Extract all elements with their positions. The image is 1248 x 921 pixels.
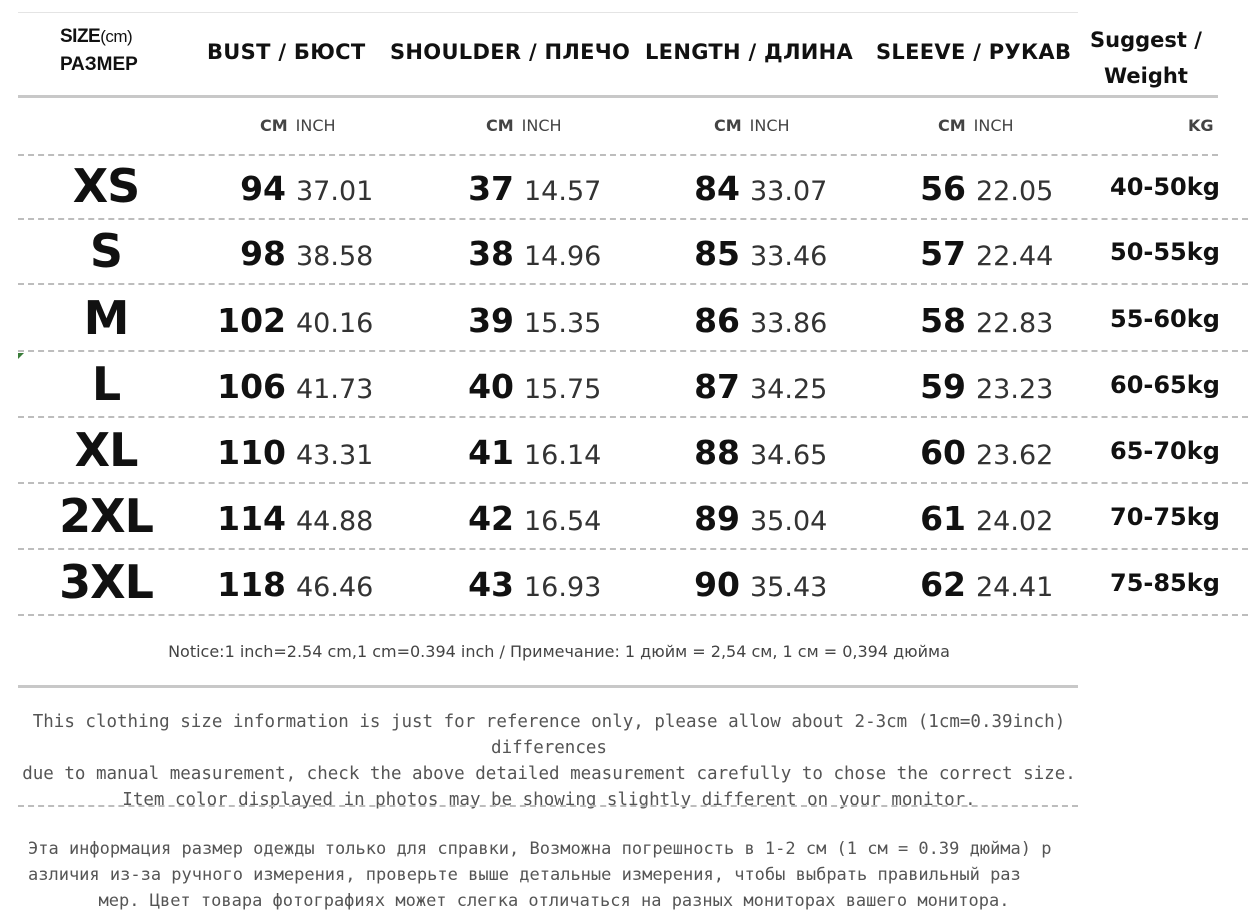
weight-column-header	[1090, 22, 1202, 94]
length-measurement	[650, 433, 827, 472]
length-measurement	[650, 234, 827, 273]
weight-value: 55-60kg	[1110, 305, 1220, 333]
size-label: M	[83, 291, 129, 345]
length-measurement	[650, 565, 827, 604]
sleeve-measurement	[876, 169, 1053, 208]
unit-inch: INCH	[295, 116, 336, 135]
shoulder-measurement	[424, 169, 601, 208]
sleeve-measurement	[876, 234, 1053, 273]
unit-inch: INCH	[749, 116, 790, 135]
sleeve-units	[938, 116, 1014, 135]
sleeve-cm-value: 60	[920, 433, 966, 472]
unit-cm: CM	[486, 116, 514, 135]
shoulder-inch-value: 16.93	[524, 572, 602, 603]
unit-inch: INCH	[973, 116, 1014, 135]
length-column-header: LENGTH / ДЛИНА	[645, 40, 854, 64]
weight-value: 60-65kg	[1110, 371, 1220, 399]
weight-value: 75-85kg	[1110, 569, 1220, 597]
sleeve-cm-value: 62	[920, 565, 966, 604]
sleeve-inch-value: 24.02	[976, 506, 1054, 537]
sleeve-inch-value: 22.05	[976, 176, 1054, 207]
shoulder-inch-value: 16.54	[524, 506, 602, 537]
size-label: 3XL	[59, 555, 153, 609]
sleeve-inch-value: 23.23	[976, 374, 1054, 405]
bust-cm-value: 110	[217, 433, 286, 472]
shoulder-measurement	[424, 499, 601, 538]
size-header-main: SIZE	[60, 26, 101, 47]
shoulder-measurement	[424, 301, 601, 340]
bust-measurement	[196, 301, 373, 340]
shoulder-inch-value: 15.75	[524, 374, 602, 405]
length-measurement	[650, 169, 827, 208]
shoulder-cm-value: 38	[468, 234, 514, 273]
bust-column-header: BUST / БЮСТ	[207, 40, 366, 64]
table-row	[0, 485, 1248, 551]
disclaimer-russian	[18, 836, 1080, 914]
sleeve-cm-value: 57	[920, 234, 966, 273]
sleeve-measurement	[876, 301, 1053, 340]
shoulder-inch-value: 14.57	[524, 176, 602, 207]
sleeve-cm-value: 59	[920, 367, 966, 406]
length-measurement	[650, 301, 827, 340]
sleeve-inch-value: 24.41	[976, 572, 1054, 603]
header-rule	[18, 95, 1218, 98]
table-header	[0, 0, 1248, 100]
sleeve-cm-value: 56	[920, 169, 966, 208]
shoulder-cm-value: 42	[468, 499, 514, 538]
length-inch-value: 33.07	[750, 176, 828, 207]
sleeve-measurement	[876, 565, 1053, 604]
bust-inch-value: 43.31	[296, 440, 374, 471]
unit-kg: KG	[1188, 116, 1214, 135]
row-divider	[18, 416, 1248, 418]
sleeve-column-header: SLEEVE / РУКАВ	[876, 40, 1072, 64]
weight-value: 50-55kg	[1110, 238, 1220, 266]
disclaimer-en-line: This clothing size information is just for reference only, please allow about 2-3cm (1cm=0.39inch) differences	[32, 712, 1066, 758]
row-divider	[18, 350, 1248, 352]
sleeve-inch-value: 23.62	[976, 440, 1054, 471]
length-cm-value: 86	[694, 301, 740, 340]
conversion-notice: Notice:1 inch=2.54 cm,1 cm=0.394 inch / Примечание: 1 дюйм = 2,54 см, 1 см = 0,394 дюйма	[168, 642, 950, 661]
disclaimer-divider	[18, 805, 1078, 807]
length-inch-value: 33.46	[750, 241, 828, 272]
shoulder-cm-value: 40	[468, 367, 514, 406]
shoulder-measurement	[424, 565, 601, 604]
weight-value: 70-75kg	[1110, 503, 1220, 531]
table-row	[0, 155, 1248, 221]
bust-units	[260, 116, 336, 135]
unit-cm: CM	[938, 116, 966, 135]
length-cm-value: 88	[694, 433, 740, 472]
weight-value: 40-50kg	[1110, 173, 1220, 201]
top-rule	[18, 12, 1078, 13]
shoulder-units	[486, 116, 562, 135]
length-inch-value: 34.65	[750, 440, 828, 471]
table-row	[0, 287, 1248, 353]
table-row	[0, 551, 1248, 617]
size-label: XL	[74, 423, 138, 477]
table-row	[0, 220, 1248, 286]
sleeve-cm-value: 58	[920, 301, 966, 340]
unit-cm: CM	[260, 116, 288, 135]
sleeve-cm-value: 61	[920, 499, 966, 538]
length-cm-value: 87	[694, 367, 740, 406]
unit-cm: CM	[714, 116, 742, 135]
bust-inch-value: 40.16	[296, 308, 374, 339]
bust-cm-value: 102	[217, 301, 286, 340]
bust-measurement	[196, 433, 373, 472]
bust-inch-value: 38.58	[296, 241, 374, 272]
shoulder-inch-value: 14.96	[524, 241, 602, 272]
length-inch-value: 33.86	[750, 308, 828, 339]
shoulder-measurement	[424, 433, 601, 472]
row-divider	[18, 614, 1248, 616]
weight-header-line1: Suggest /	[1090, 28, 1202, 52]
table-row	[0, 353, 1248, 419]
sleeve-inch-value: 22.44	[976, 241, 1054, 272]
size-column-header	[60, 26, 160, 76]
bust-measurement	[196, 234, 373, 273]
disclaimer-en-line: due to manual measurement, check the above detailed measurement carefully to chose the correct size.	[22, 764, 1076, 784]
shoulder-inch-value: 16.14	[524, 440, 602, 471]
bust-cm-value: 98	[240, 234, 286, 273]
row-divider	[18, 482, 1248, 484]
disclaimer-ru-line: мер. Цвет товара фотографиях может слегка отличаться на разных мониторах вашего монитора.	[98, 891, 1010, 911]
length-inch-value: 35.43	[750, 572, 828, 603]
bust-cm-value: 94	[240, 169, 286, 208]
bust-measurement	[196, 367, 373, 406]
size-header-unit: (cm)	[100, 27, 133, 46]
bust-measurement	[196, 169, 373, 208]
sleeve-measurement	[876, 499, 1053, 538]
unit-inch: INCH	[521, 116, 562, 135]
weight-value: 65-70kg	[1110, 437, 1220, 465]
row-divider	[18, 548, 1248, 550]
bust-inch-value: 37.01	[296, 176, 374, 207]
bust-inch-value: 41.73	[296, 374, 374, 405]
size-header-line1	[60, 26, 160, 48]
length-inch-value: 34.25	[750, 374, 828, 405]
bust-cm-value: 106	[217, 367, 286, 406]
length-cm-value: 90	[694, 565, 740, 604]
size-label: 2XL	[59, 489, 153, 543]
length-units	[714, 116, 790, 135]
sleeve-measurement	[876, 367, 1053, 406]
size-label: XS	[72, 159, 140, 213]
shoulder-measurement	[424, 234, 601, 273]
bust-inch-value: 44.88	[296, 506, 374, 537]
shoulder-cm-value: 41	[468, 433, 514, 472]
corner-marker	[18, 353, 24, 359]
size-label: L	[91, 357, 121, 411]
bust-cm-value: 118	[217, 565, 286, 604]
length-cm-value: 85	[694, 234, 740, 273]
disclaimer-ru-line: азличия из-за ручного измерения, проверьте выше детальные измерения, чтобы выбрать правильный раз	[28, 865, 1021, 885]
shoulder-inch-value: 15.35	[524, 308, 602, 339]
bust-cm-value: 114	[217, 499, 286, 538]
disclaimer-en-line: Item color displayed in photos may be showing slightly different on your monitor.	[122, 790, 976, 810]
bust-measurement	[196, 499, 373, 538]
table-row	[0, 419, 1248, 485]
size-label: S	[89, 224, 123, 278]
disclaimer-english	[18, 709, 1080, 813]
shoulder-column-header: SHOULDER / ПЛЕЧО	[390, 40, 631, 64]
shoulder-cm-value: 43	[468, 565, 514, 604]
size-header-line2: РАЗМЕР	[60, 54, 138, 75]
length-cm-value: 89	[694, 499, 740, 538]
sleeve-inch-value: 22.83	[976, 308, 1054, 339]
bust-inch-value: 46.46	[296, 572, 374, 603]
row-divider	[18, 283, 1248, 285]
length-measurement	[650, 499, 827, 538]
weight-header-line2: Weight	[1104, 64, 1188, 88]
shoulder-cm-value: 39	[468, 301, 514, 340]
shoulder-measurement	[424, 367, 601, 406]
bust-measurement	[196, 565, 373, 604]
length-measurement	[650, 367, 827, 406]
disclaimer-ru-line: Эта информация размер одежды только для справки, Возможна погрешность в 1-2 см (1 см = 0.39 дюйма) р	[28, 839, 1052, 859]
sleeve-measurement	[876, 433, 1053, 472]
length-cm-value: 84	[694, 169, 740, 208]
notice-rule	[18, 685, 1078, 688]
units-row	[0, 116, 1248, 140]
length-inch-value: 35.04	[750, 506, 828, 537]
shoulder-cm-value: 37	[468, 169, 514, 208]
